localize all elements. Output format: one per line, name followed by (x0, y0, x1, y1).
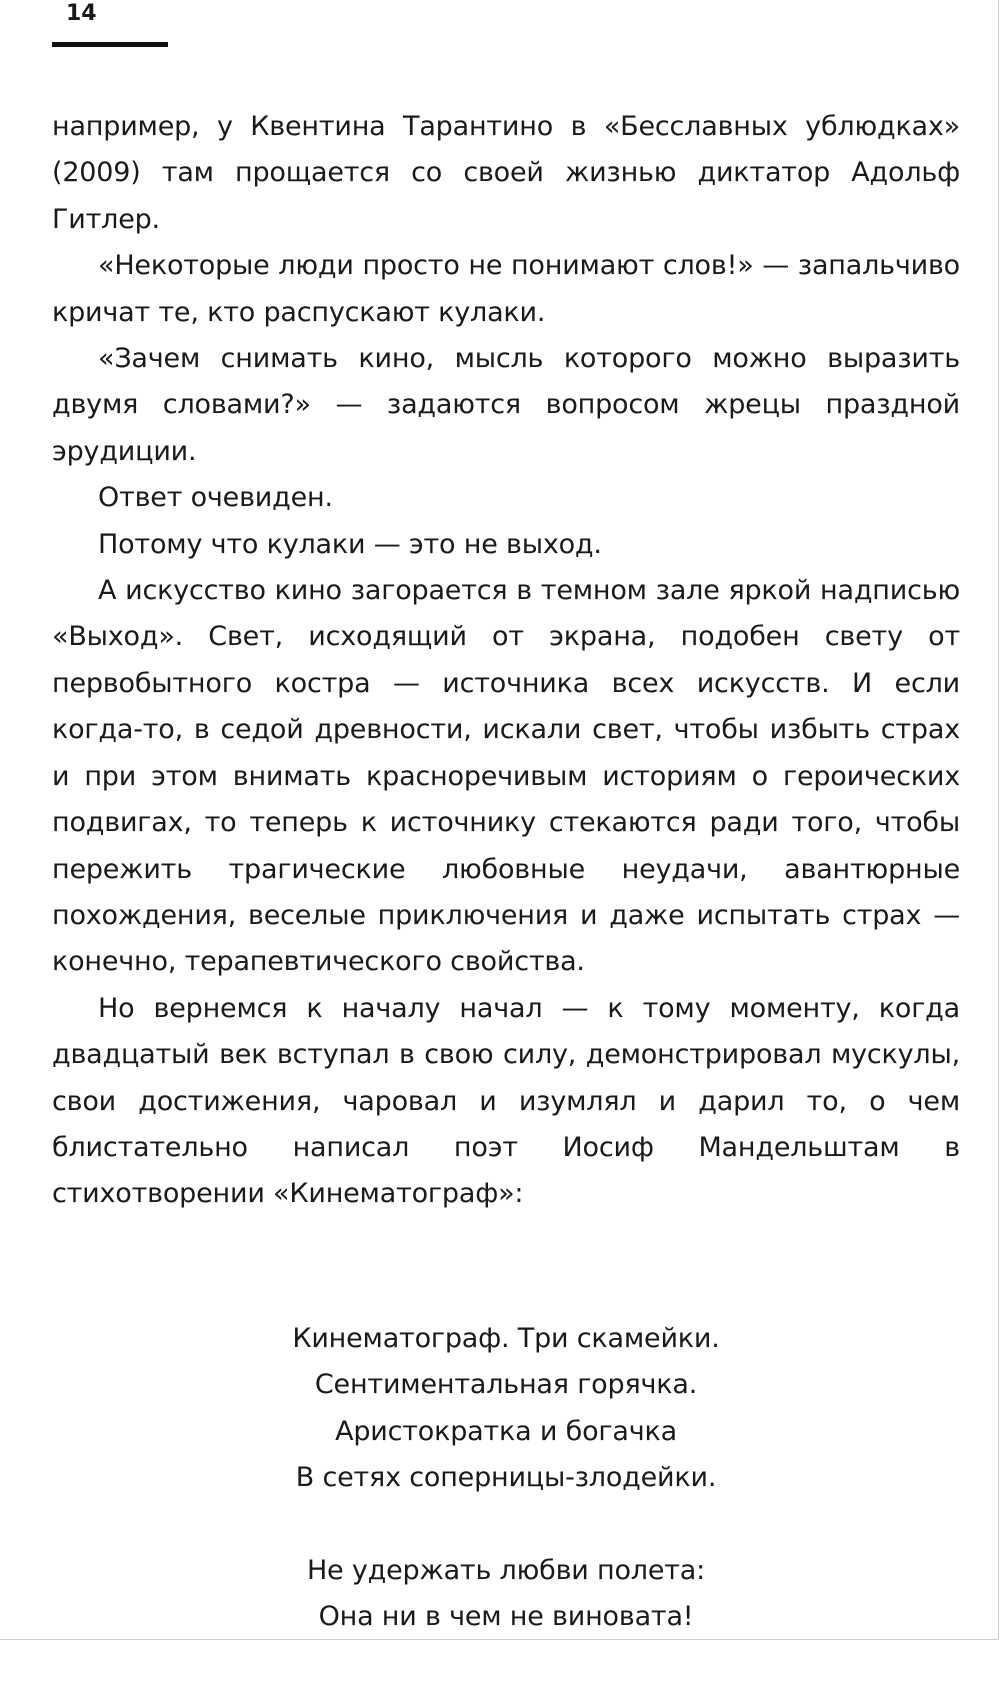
page-number: 14 (66, 1, 97, 26)
paragraph: «Некоторые люди просто не понимают слов!» — запальчиво кричат те, кто распускают кулаки. (52, 250, 960, 328)
poem-line: Аристократка и богачка (335, 1415, 677, 1447)
paragraph: Потому что кулаки — это не выход. (98, 528, 602, 560)
paragraph: например, у Квентина Тарантино в «Бесславных ублюдках» (2009) там прощается со своей жизнью диктатор Адольф Гитлер. (52, 111, 960, 235)
paragraph: «Зачем снимать кино, мысль которого можно выразить двумя словами?» — задаются вопросом жрецы праздной эрудиции. (52, 343, 960, 467)
poem-stanza (52, 1548, 960, 1641)
poem-line: Не удержать любви полета: (306, 1554, 706, 1586)
poem-line: Кинематограф. Три скамейки. (292, 1323, 720, 1354)
paragraph: А искусство кино загорается в темном зале яркой надписью «Выход». Свет, исходящий от экрана, подобен свету от первобытного костра — источника всех искусств. И если когда-то, в седой древности, искали свет, чтобы избыть страх и при этом внимать красноречивым историям о героических подвигах, то теперь к источнику стекаются ради того, чтобы пережить трагические любовные неудачи, авантюрные похождения, веселые приключения и даже испытать страх — конечно, терапевтического свойства. (52, 575, 960, 978)
poem (52, 1316, 960, 1686)
paragraph: Ответ очевиден. (98, 482, 333, 514)
paragraph: Но вернемся к началу начал — к тому моменту, когда двадцатый век вступал в свою силу, демонстрировал мускулы, свои достижения, чаровал и изумлял и дарил то, о чем блистательно написал поэт Иосиф Мандельштам в стихотворении «Кинематограф»: (52, 992, 960, 1210)
page-number-rule (52, 42, 168, 47)
poem-stanza (52, 1316, 960, 1502)
poem-line: Она ни в чем не виновата! (318, 1601, 694, 1633)
body-text (52, 104, 960, 1218)
poem-line: В сетях соперницы-злодейки. (295, 1462, 717, 1494)
poem-line: Сентиментальная горячка. (314, 1369, 698, 1401)
